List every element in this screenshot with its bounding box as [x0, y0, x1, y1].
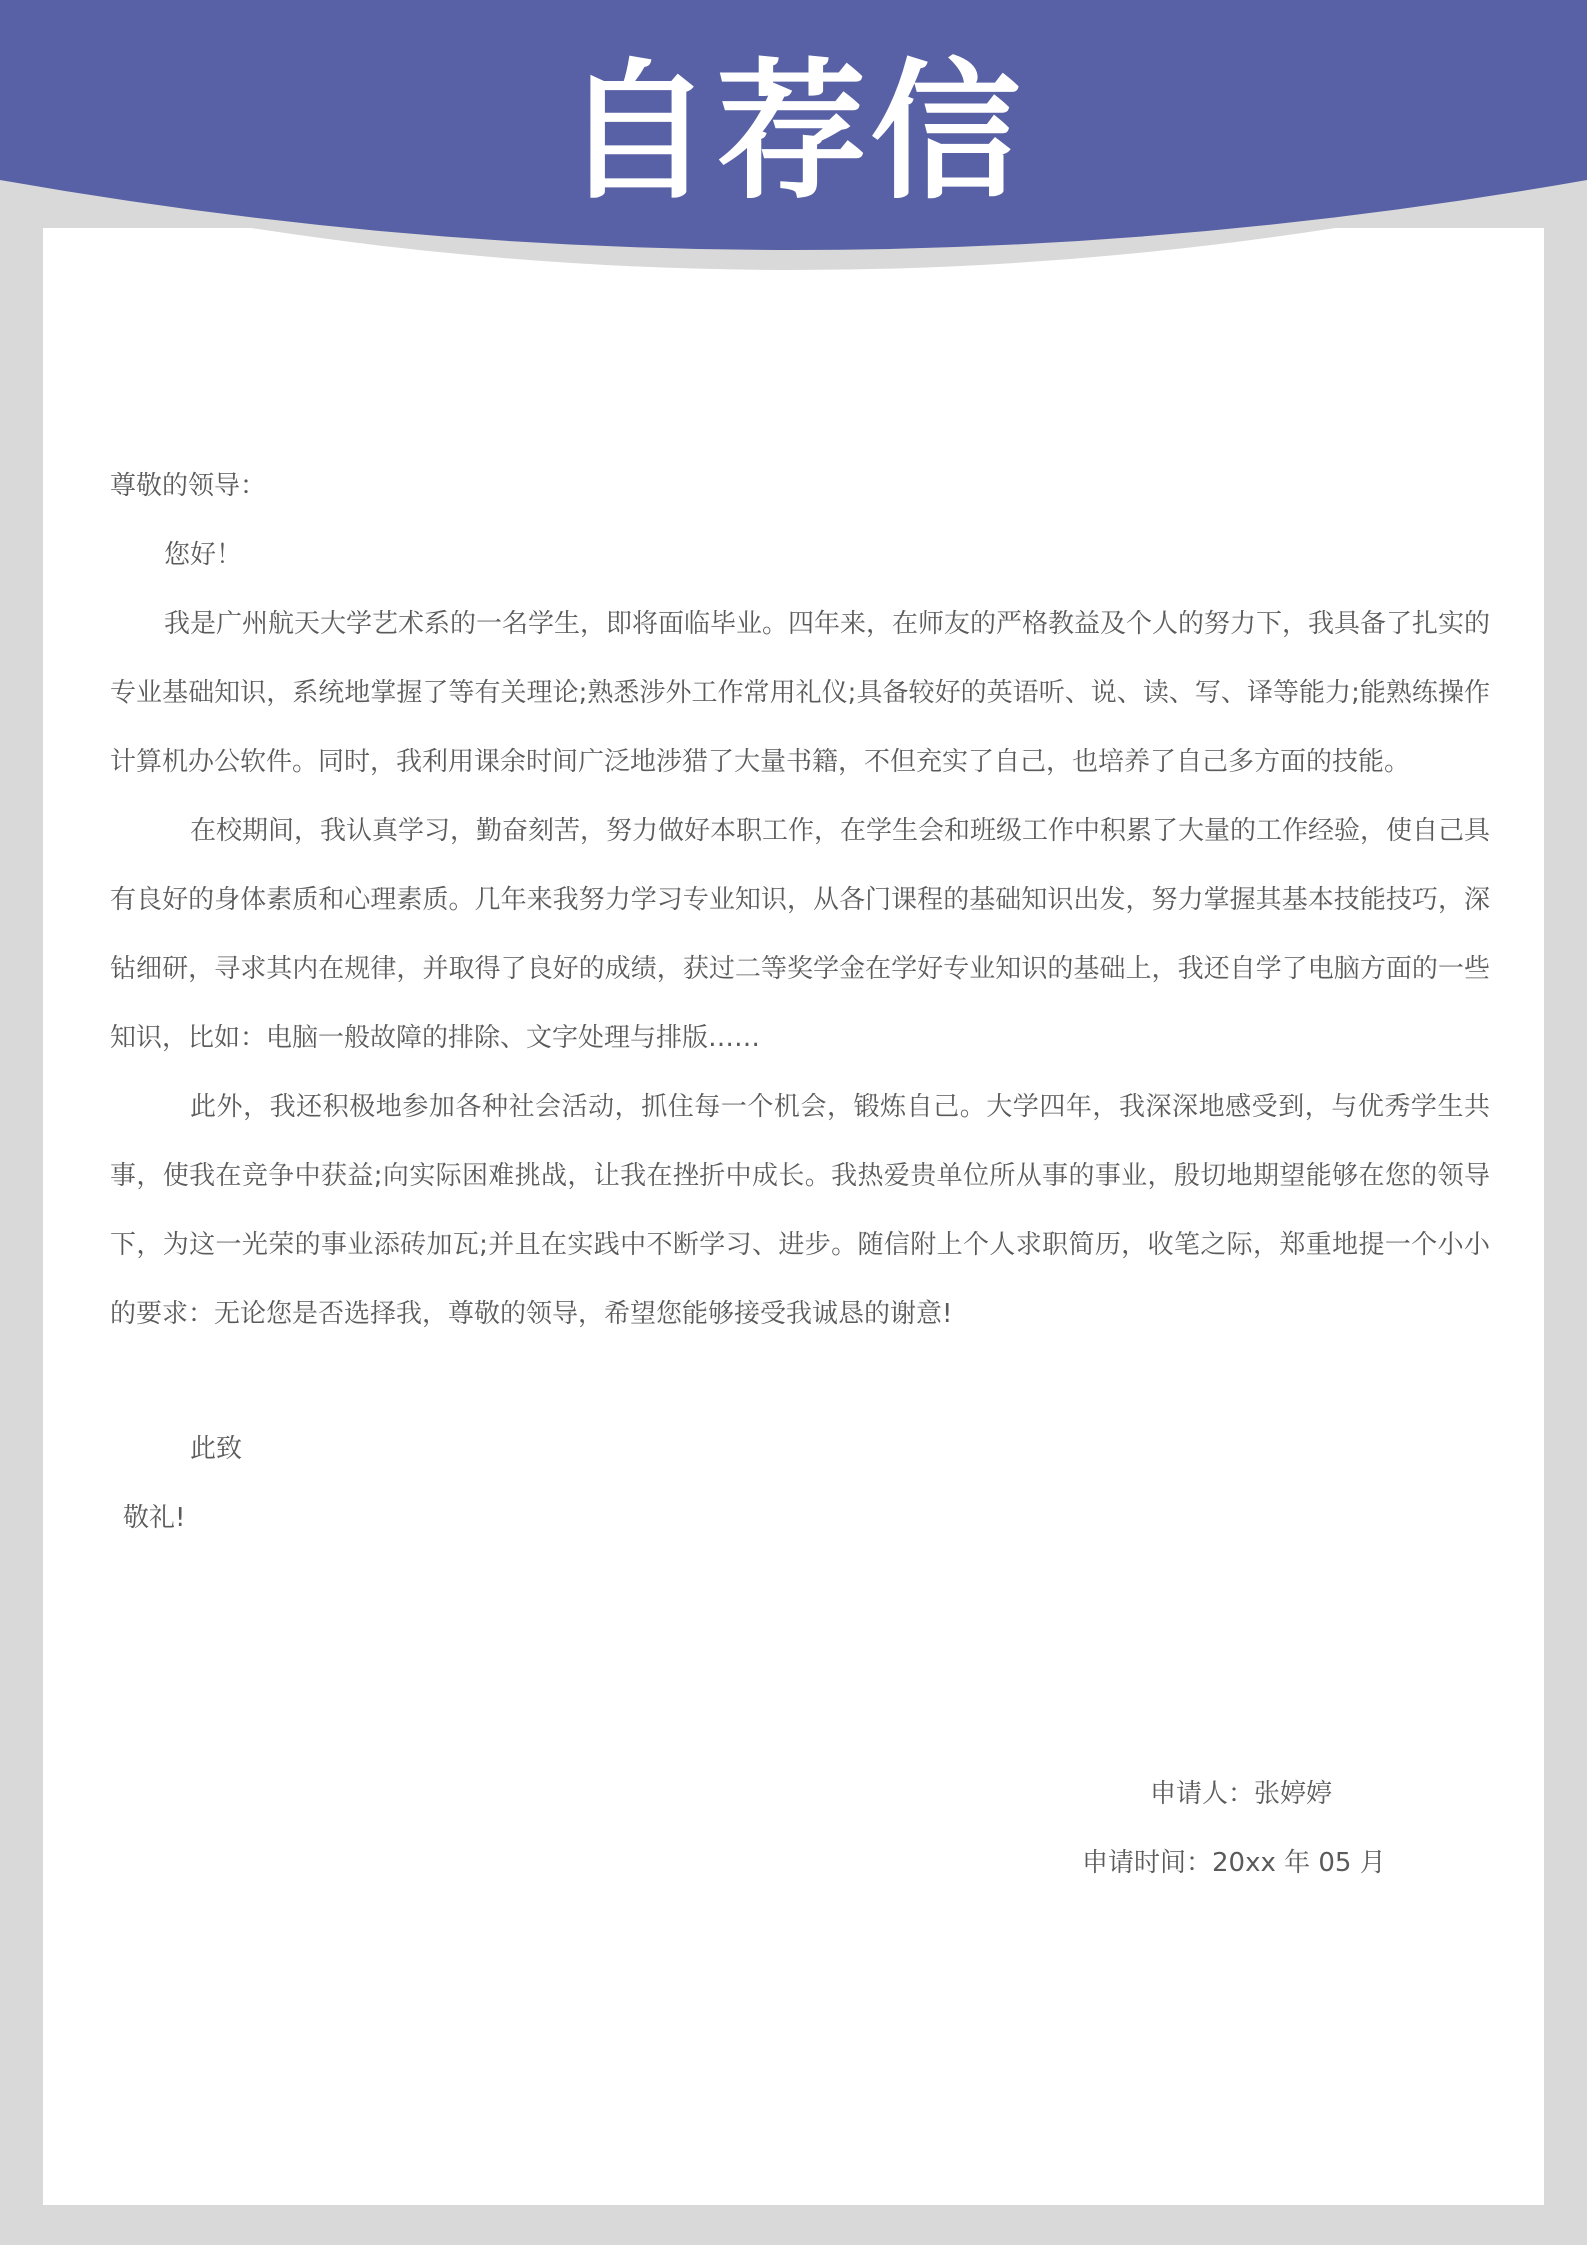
application-date: 申请时间：20xx 年 05 月	[1082, 1848, 1386, 1878]
signature-block	[1082, 1760, 1412, 1898]
regards-phrase: 敬礼!	[123, 1503, 186, 1533]
closing-phrase: 此致	[190, 1434, 243, 1464]
greeting: 您好！	[164, 540, 243, 570]
paragraph-1: 我是广州航天大学艺术系的一名学生，即将面临毕业。四年来，在师友的严格教益及个人的努力下，我具备了扎实的专业基础知识，系统地掌握了等有关理论;熟悉涉外工作常用礼仪;具备较好的英语听、说、读、写、译等能力;能熟练操作计算机办公软件。同时，我利用课余时间广泛地涉猎了大量书籍，不但充实了自己，也培养了自己多方面的技能。	[110, 609, 1491, 777]
letter-title: 自荐信	[562, 46, 1025, 220]
salutation: 尊敬的领导：	[110, 471, 267, 501]
applicant-name: 申请人：张婷婷	[1150, 1779, 1333, 1809]
letter-body	[110, 452, 1490, 1349]
paragraph-3: 此外，我还积极地参加各种社会活动，抓住每一个机会，锻炼自己。大学四年，我深深地感受到，与优秀学生共事，使我在竞争中获益;向实际困难挑战，让我在挫折中成长。我热爱贵单位所从事的事业，殷切地期望能够在您的领导下，为这一光荣的事业添砖加瓦;并且在实践中不断学习、进步。随信附上个人求职简历，收笔之际，郑重地提一个小小的要求：无论您是否选择我，尊敬的领导，希望您能够接受我诚恳的谢意!	[110, 1092, 1490, 1329]
paragraph-2: 在校期间，我认真学习，勤奋刻苦，努力做好本职工作，在学生会和班级工作中积累了大量的工作经验，使自己具有良好的身体素质和心理素质。几年来我努力学习专业知识，从各门课程的基础知识出发，努力掌握其基本技能技巧，深钻细研，寻求其内在规律，并取得了良好的成绩，获过二等奖学金在学好专业知识的基础上，我还自学了电脑方面的一些知识，比如：电脑一般故障的排除、文字处理与排版……	[110, 816, 1491, 1053]
